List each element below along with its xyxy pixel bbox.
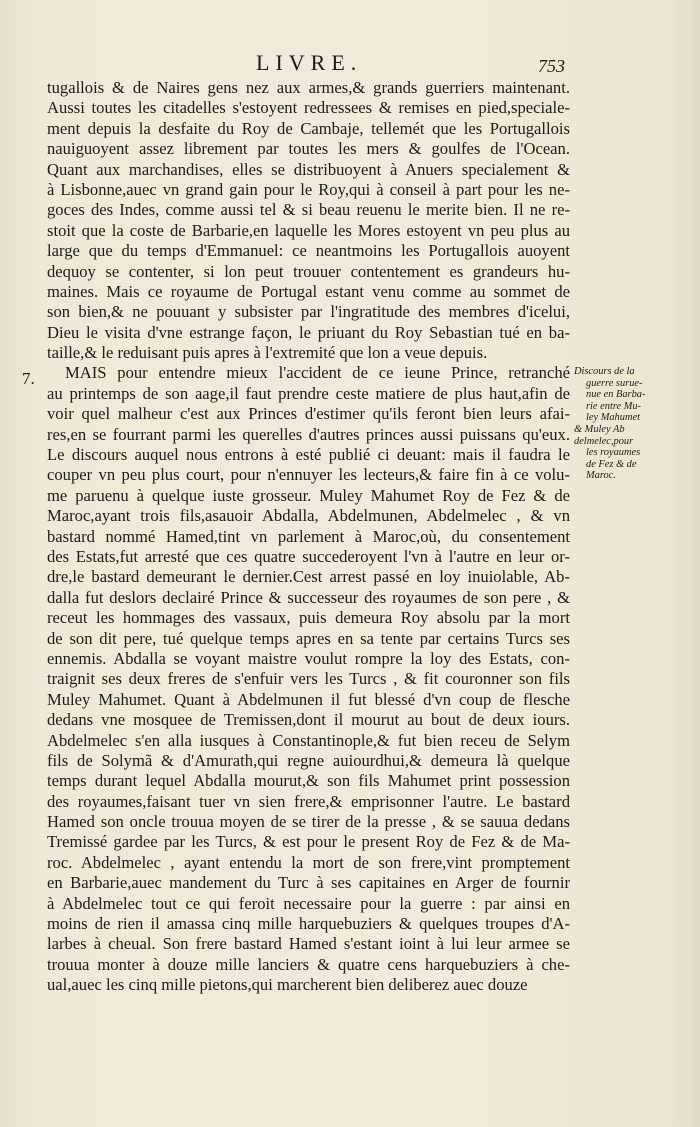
running-title: LIVRE. (256, 50, 363, 75)
text-line: Hamed son oncle trouua moyen de se tirer de la presse , & se sauua dedans (47, 812, 570, 832)
text-line: receut les hommages des vassaux, puis demeura Roy absolu par la mort (47, 608, 570, 628)
text-line: Dieu le visita d'vne estrange façon, le priuant du Roy Sebastian tué en ba- (47, 322, 570, 342)
text-line: Aussi toutes les citadelles s'estoyent redressees & remises en pied,speciale- (47, 98, 570, 118)
text-line: Le discours auquel nous entrons à esté publié ci deuant: mais il faudra le (47, 445, 570, 465)
text-line: tugallois & de Naires gens nez aux armes,& grands guerriers maintenant. (47, 78, 570, 97)
text-line: maines. Mais ce royaume de Portugal estant venu comme au sommet de (47, 281, 570, 301)
gloss-line: & Muley Ab (574, 423, 625, 435)
text-line: son bien,& ne pouuant y subsister par l'ingratitude des membres d'icelui, (47, 302, 570, 322)
text-line: voir quel malheur c'est aux Princes d'estimer qu'ils feront bien leurs afai- (47, 404, 570, 424)
text-line: couper vn peu plus court, pour n'ennuyer les lecteurs,& faire fin à ce volu- (47, 465, 570, 485)
gloss-line: Maroc. (586, 470, 616, 482)
text-line: roc. Abdelmelec , ayant entendu la mort de son frere,vint promptement (47, 852, 570, 872)
text-line: Abdelmelec s'en alla iusques à Constantinople,& fut bien receu de Selym (47, 730, 570, 750)
text-line: Quant aux marchandises, elles se distribuoyent à Anuers specialement & (47, 159, 570, 179)
text-line: large que du temps d'Emmanuel: ce neantmoins les Portugallois auoyent (47, 241, 570, 261)
folio-number: 753 (538, 56, 565, 76)
text-line: des royaumes,faisant tuer vn sien frere,& emprisonner l'autre. Le bastard (47, 791, 570, 811)
text-line: goces des Indes, comme aussi tel & si beau reuenu le merite bien. Il ne re- (47, 200, 570, 220)
text-line: trouua monter à douze mille lanciers & quatre cens harquebuziers à che- (47, 954, 570, 974)
page-edge-shadow (670, 0, 700, 1127)
text-line: dedans vne mosquee de Tremissen,dont il mourut au bout de deux iours. (47, 710, 570, 730)
gloss-line: ley Mahumet (586, 412, 640, 424)
text-line: Maroc,ayant trois fils,asauoir Abdalla, Abdelmunen, Abdelmelec , & vn (47, 506, 570, 526)
page-header (0, 50, 700, 80)
text-line: au printemps de son aage,il faut prendre ceste matiere de plus haut,afin de (47, 383, 570, 403)
gloss-line: guerre surue- (586, 377, 643, 389)
marginal-gloss (574, 366, 674, 482)
text-line: MAIS pour entendre mieux l'accident de ce ieune Prince, retranché (65, 363, 570, 383)
text-line: temps durant lequel Abdalla mourut,& son fils Mahumet print possession (47, 771, 570, 791)
text-line: fils de Solymã & d'Amurath,qui regne auiourdhui,& demeura là quelque (47, 750, 570, 770)
text-line: dalla fut deslors declairé Prince & successeur des royaumes de son pere , & (47, 587, 570, 607)
text-line: res,en se fourrant parmi les querelles d'autres princes aussi puissans qu'eux. (47, 424, 570, 444)
text-line: stoit que la coste de Barbarie,en laquelle les Mores estoyent vn peu plus au (47, 220, 570, 240)
text-line: de son dit pere, tué quelque temps apres en sa tente par certains Turcs ses (47, 628, 570, 648)
gloss-line: nue en Barba- (586, 389, 646, 401)
gloss-line: de Fez & de (586, 458, 637, 470)
text-line: Tremissé gardee par les Turcs, & est pour le present Roy de Fez & de Ma- (47, 832, 570, 852)
text-line: taille,& le reduisant puis apres à l'extremité que lon a veue depuis. (47, 343, 488, 363)
text-line: ennemis. Abdalla se voyant maistre voulut rompre la loy des Estats, con- (47, 648, 570, 668)
text-line: à Lisbonne,auec vn grand gain pour le Roy,qui à conseil à part pour les ne- (47, 179, 570, 199)
text-line: traignit ses deux freres de s'enfuir vers les Turcs , & fit couronner son fils (47, 669, 570, 689)
text-line: me paruenu à quelque iuste grosseur. Muley Mahumet Roy de Fez & de (47, 485, 570, 505)
text-line: ment depuis la desfaite du Roy de Cambaje, tellemét que les Portugallois (47, 118, 570, 138)
text-line: dequoy se contenter, si lon peut trouuer contentement es grandeurs hu- (47, 261, 570, 281)
text-line: larbes à cheual. Son frere bastard Hamed s'estant ioint à lui leur armee se (47, 934, 570, 954)
text-line: nauiguoyent assez librement par toutes les mers & goulfes de l'Ocean. (47, 139, 570, 159)
text-line: dre,le bastard demeurant le dernier.Cest arrest passé en loy inuiolable, Ab- (47, 567, 570, 587)
paragraph-number: 7. (22, 369, 35, 388)
gloss-line: rie entre Mu- (586, 400, 642, 412)
gloss-line: les royaumes (586, 447, 641, 459)
text-line: ual,auec les cinq mille pietons,qui marcherent bien deliberez auec douze (47, 975, 528, 995)
text-line: à Abdelmelec tout ce qui feroit necessaire pour la guerre : par ainsi en (47, 893, 570, 913)
text-line: bastard nommé Hamed,tint vn parlement à Maroc,où, du consentement (47, 526, 570, 546)
text-line: des Estats,fut arresté que ces quatre succederoyent l'vn à l'autre en leur or- (47, 546, 570, 566)
text-line: moins de rien il amassa cinq mille harquebuziers & quelques troupes d'A- (47, 914, 570, 934)
gloss-line: Discours de la (574, 366, 635, 377)
body-text (47, 78, 570, 996)
text-line: en Barbarie,auec mandement du Turc à ses capitaines en Arger de fournir (47, 873, 570, 893)
gloss-line: delmelec,pour (574, 435, 634, 447)
text-line: Muley Mahumet. Quant à Abdelmunen il fut blessé d'vn coup de flesche (47, 689, 570, 709)
